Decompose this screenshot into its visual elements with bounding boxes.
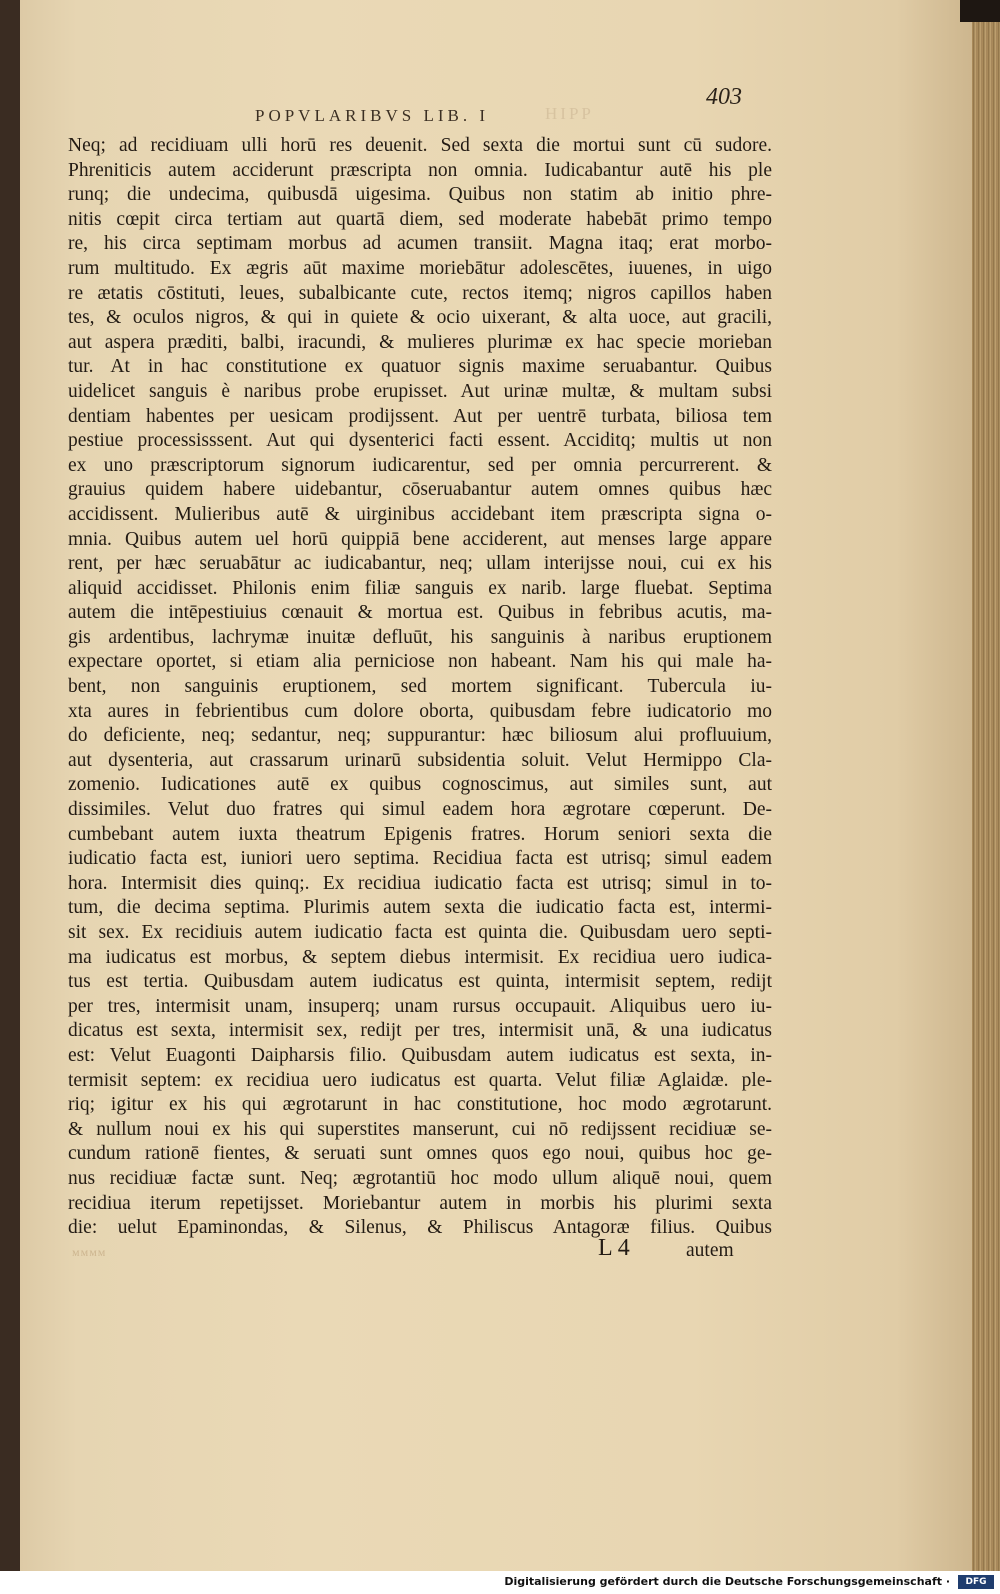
text-line: recidiua iterum repetijsset. Moriebantur autem in morbis his plurimi sexta xyxy=(68,1192,772,1214)
text-line: dissimiles. Velut duo fratres qui simul eadem hora ægrotare cœperunt. De- xyxy=(68,799,772,821)
text-line: dentiam habentes per uesicam prodijssent. Aut per uentrē turbata, biliosa tem xyxy=(68,405,772,427)
text-line: pestiue processisssent. Aut qui dysenterici facti essent. Acciditq; multis ut non xyxy=(68,430,772,452)
text-line: tur. At in hac constitutione ex quatuor signis maxime seruabantur. Quibus xyxy=(68,356,772,378)
text-line: aut dysenteria, aut crassarum urinarū subsidentia soluit. Velut Hermippo Cla- xyxy=(68,749,772,771)
text-line: ma iudicatus est morbus, & septem diebus intermisit. Ex recidiua uero iudica- xyxy=(68,946,772,968)
page-edge-shadow xyxy=(960,0,1000,22)
text-line: die: uelut Epaminondas, & Silenus, & Philiscus Antagoræ filius. Quibus xyxy=(68,1217,772,1239)
text-line: aliquid accidisset. Philonis enim filiæ sanguis ex narib. large fluebat. Septima xyxy=(68,577,772,599)
text-line: tum, die decima septima. Plurimis autem sexta die iudicatio facta est, intermi- xyxy=(68,897,772,919)
text-line: zomenio. Iudicationes autē ex quibus cognoscimus, aut similes sunt, aut xyxy=(68,774,772,796)
page-edge xyxy=(972,0,1000,1571)
text-line: dicatus est sexta, intermisit sex, redijt per tres, intermisit unā, & una iudicatus xyxy=(68,1020,772,1042)
text-line: Phreniticis autem acciderunt præscripta non omnia. Iudicabantur autē his ple xyxy=(68,159,772,181)
dfg-logo-icon: DFG xyxy=(958,1575,994,1589)
text-line: re ætatis cōstituti, leues, subalbicante cute, rectos itemq; nigros capillos haben xyxy=(68,282,772,304)
text-line: grauius quidem habere uidebantur, cōseruabantur autem omnes quibus hæc xyxy=(68,479,772,501)
text-line: nus recidiuæ factæ sunt. Neq; ægrotantiū hoc modo ullum aliquē noui, quem xyxy=(68,1167,772,1189)
body-text xyxy=(68,134,772,1241)
text-line: est: Velut Euagonti Daipharsis filio. Quibusdam autem iudicatus est sexta, in- xyxy=(68,1044,772,1066)
text-line: aut aspera præditi, balbi, iracundi, & mulieres plurimæ ex hac specie morieban xyxy=(68,331,772,353)
text-line: ex uno præscriptorum signorum iudicarentur, sed per omnia percurrerent. & xyxy=(68,454,772,476)
text-line: xta aures in febrientibus cum dolore oborta, quibusdam febre iudicatorio mo xyxy=(68,700,772,722)
signature-mark: L 4 xyxy=(598,1235,630,1261)
text-line: tus est tertia. Quibusdam autem iudicatus est quinta, intermisit septem, redijt xyxy=(68,971,772,993)
text-line: cumbebant autem iuxta theatrum Epigenis fratres. Horum seniori sexta die xyxy=(68,823,772,845)
text-line: do deficiente, neq; sedantur, neq; suppurantur: hæc biliosum alui profluuium, xyxy=(68,725,772,747)
text-line: expectare oportet, si etiam alia perniciose non habeant. Nam his qui male ha- xyxy=(68,651,772,673)
footer-bar xyxy=(0,1571,1000,1594)
text-line: cundum rationē fientes, & seruati sunt omnes quos ego noui, quibus hoc ge- xyxy=(68,1143,772,1165)
text-line: rum multitudo. Ex ægris aūt maxime moriebātur adolescētes, iuuenes, in uigo xyxy=(68,257,772,279)
bleed-through-text: HIPP xyxy=(545,104,594,123)
page-number: 403 xyxy=(706,84,742,110)
text-line: accidissent. Mulieribus autē & uirginibus accidebant item præscripta signa o- xyxy=(68,503,772,525)
text-line: Neq; ad recidiuam ulli horū res deuenit. Sed sexta die mortui sunt cū sudore. xyxy=(68,135,772,156)
text-line: rent, per hæc seruabātur ac iudicabantur, neq; ullam interijsse noui, cui ex his xyxy=(68,553,772,575)
text-line: tes, & oculos nigros, & qui in quiete & ocio uixerant, & alta uoce, aut gracili, xyxy=(68,307,772,329)
text-line: hora. Intermisit dies quinq;. Ex recidiua iudicatio facta est utrisq; simul in to- xyxy=(68,872,772,894)
text-line: uidelicet sanguis è naribus probe erupisset. Aut urinæ multæ, & multam subsi xyxy=(68,380,772,402)
catchword: autem xyxy=(686,1240,734,1261)
text-line: riq; igitur ex his qui ægrotarunt in hac constitutione, hoc modo ægrotarunt. xyxy=(68,1094,772,1116)
text-line: per tres, intermisit unam, insuperq; unam rursus occupauit. Aliquibus uero iu- xyxy=(68,995,772,1017)
text-line: iudicatio facta est, iuniori uero septima. Recidiua facta est utrisq; simul eadem xyxy=(68,848,772,870)
text-line: & nullum noui ex his qui superstites manserunt, cui nō redijssent recidiuæ se- xyxy=(68,1118,772,1140)
text-line: autem die intēpestiuius cœnauit & mortua est. Quibus in febribus acutis, ma- xyxy=(68,602,772,624)
text-line: sit sex. Ex recidiuis autem iudicatio facta est quinta die. Quibusdam uero septi- xyxy=(68,922,772,943)
text-line: runq; die undecima, quibusdā uigesima. Quibus non statim ab initio phre- xyxy=(68,184,772,206)
text-line: re, his circa septimam morbus ad acumen transiit. Magna itaq; erat morbo- xyxy=(68,233,772,255)
running-head: POPVLARIBVS LIB. I xyxy=(255,106,489,125)
text-line: nitis cœpit circa tertiam aut quartā diem, sed moderate habebāt primo tempo xyxy=(68,208,772,230)
text-line: bent, non sanguinis eruptionem, sed mortem significant. Tubercula iu- xyxy=(68,676,772,698)
text-line: gis ardentibus, lachrymæ inuitæ defluūt, his sanguinis à naribus eruptionem xyxy=(68,626,772,648)
funding-credit: Digitalisierung gefördert durch die Deutsche Forschungsgemeinschaft · xyxy=(504,1575,950,1588)
text-line: mnia. Quibus autem uel horū quippiā bene acciderent, aut menses large appare xyxy=(68,528,772,550)
text-line: termisit septem: ex recidiua uero iudicatus est quarta. Velut filiæ Aglaidæ. ple- xyxy=(68,1069,772,1091)
library-stamp: ᴍᴍᴍᴍ xyxy=(72,1245,107,1259)
